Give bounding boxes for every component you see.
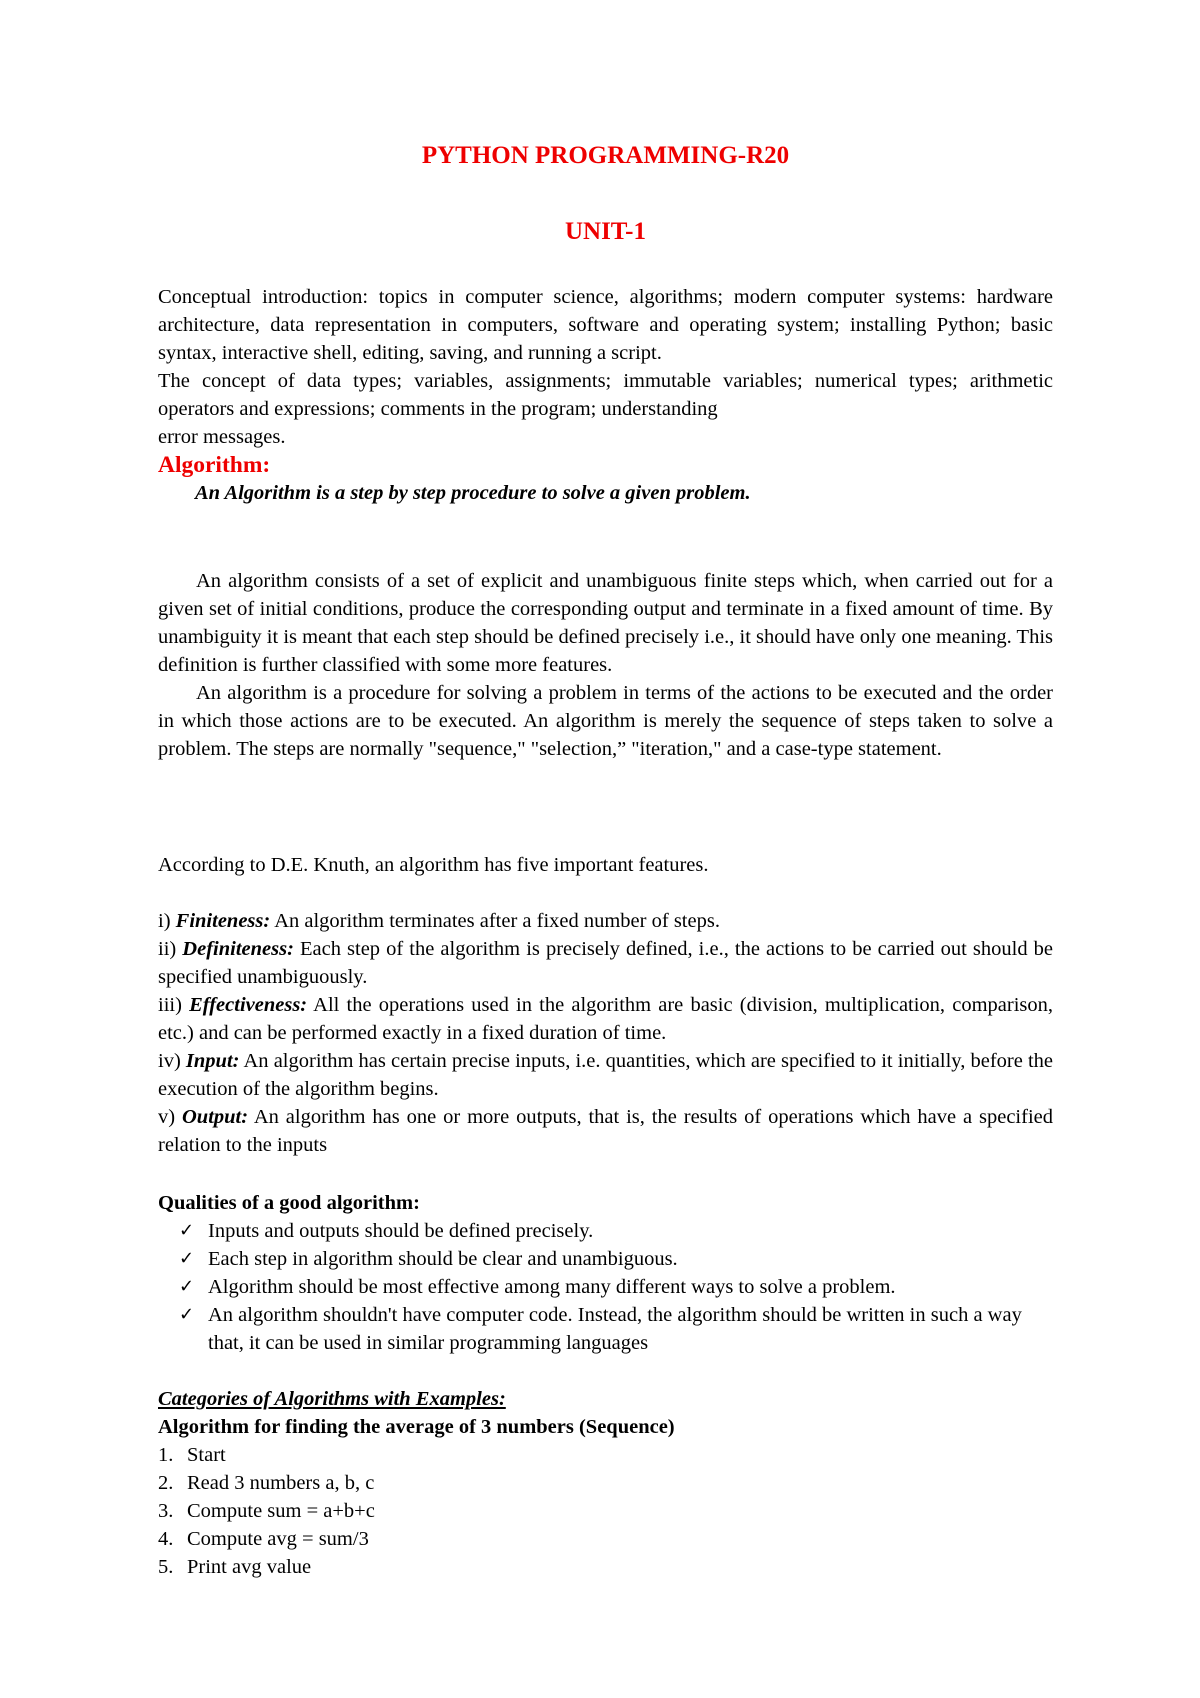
algorithm-paragraph-2: An algorithm is a procedure for solving a problem in terms of the actions to be executed and the order in which those actions are to be executed. An algorithm is merely the sequence of steps taken to solve a problem. The steps are normally "sequence," "selection,” "iteration," and a case-type statement. [158,682,1053,760]
syllabus-section [158,283,1053,507]
algorithm-heading: Algorithm: [158,452,271,478]
syllabus-paragraph: Conceptual introduction: topics in computer science, algorithms; modern computer systems: hardware architecture, data representation in computers, software and operating system; installing Python; basic syntax, interactive shell, editing, saving, and running a script. [158,286,1053,364]
step-text: Read 3 numbers a, b, c [187,1472,375,1494]
feature-text: An algorithm terminates after a fixed number of steps. [274,910,720,932]
feature-term: Finiteness: [175,910,271,932]
feature-number: iv) [158,1050,181,1072]
feature-term: Input: [185,1050,240,1072]
step-item [158,1497,1053,1525]
syllabus-line: The concept of data types; variables, assignments; immutable variables; numerical types; arithmetic operators and expressions; comments in the program; understanding [158,370,1053,420]
step-number: 1. [158,1444,174,1466]
feature-text: All the operations used in the algorithm are basic (division, multiplication, comparison, etc.) and can be performed exactly in a fixed duration of time. [158,994,1053,1044]
step-text: Compute avg = sum/3 [187,1528,369,1550]
quality-text: Each step in algorithm should be clear and unambiguous. [208,1248,678,1270]
feature-item [158,1103,1053,1159]
feature-number: v) [158,1106,176,1128]
feature-term: Effectiveness: [189,994,308,1016]
knuth-intro: According to D.E. Knuth, an algorithm has five important features. [158,854,709,876]
feature-number: i) [158,910,171,932]
check-icon: ✓ [179,1304,195,1325]
quality-item [158,1245,1053,1273]
step-number: 5. [158,1556,174,1578]
algorithm-explanation [158,567,1053,763]
check-icon: ✓ [179,1276,195,1297]
features-list [158,907,1053,1159]
step-text: Compute sum = a+b+c [187,1500,375,1522]
check-icon: ✓ [179,1220,195,1241]
quality-text: An algorithm shouldn't have computer code. Instead, the algorithm should be written in such a way that, it can be used in similar programming languages [208,1304,1022,1354]
quality-text: Algorithm should be most effective among many different ways to solve a problem. [208,1276,896,1298]
feature-item [158,935,1053,991]
step-number: 2. [158,1472,174,1494]
feature-item [158,907,1053,935]
categories-heading: Categories of Algorithms with Examples: [158,1388,506,1410]
unit-heading: UNIT-1 [564,218,647,245]
feature-text: An algorithm has one or more outputs, that is, the results of operations which have a specified relation to the inputs [158,1106,1054,1156]
step-number: 3. [158,1500,174,1522]
step-number: 4. [158,1528,174,1550]
steps-list [158,1441,1053,1581]
feature-text: An algorithm has certain precise inputs, i.e. quantities, which are specified to it initially, before the execution of the algorithm begins. [158,1050,1054,1100]
feature-term: Output: [181,1106,249,1128]
qualities-section [158,1189,1053,1357]
quality-item [158,1217,1053,1245]
feature-term: Definiteness: [182,938,294,960]
step-item [158,1441,1053,1469]
feature-text: Each step of the algorithm is precisely defined, i.e., the actions to be carried out should be specified unambiguously. [158,938,1053,988]
step-item [158,1553,1053,1581]
feature-number: ii) [158,938,177,960]
step-item [158,1525,1053,1553]
feature-number: iii) [158,994,182,1016]
step-text: Print avg value [187,1556,312,1578]
step-item [158,1469,1053,1497]
feature-item [158,1047,1053,1103]
feature-item [158,991,1053,1047]
qualities-heading: Qualities of a good algorithm: [158,1192,420,1214]
step-text: Start [187,1444,226,1466]
example-title: Algorithm for finding the average of 3 numbers (Sequence) [158,1416,675,1438]
quality-text: Inputs and outputs should be defined precisely. [208,1220,594,1242]
syllabus-paragraph-2 [158,367,1053,451]
syllabus-line: error messages. [158,426,286,448]
algorithm-definition: An Algorithm is a step by step procedure to solve a given problem. [195,482,751,504]
categories-section [158,1385,1053,1581]
quality-item [158,1301,1053,1357]
quality-item [158,1273,1053,1301]
algorithm-paragraph-1: An algorithm consists of a set of explicit and unambiguous finite steps which, when carried out for a given set of initial conditions, produce the corresponding output and terminate in a fixed amount of time. By unambiguity it is meant that each step should be defined precisely i.e., it should have only one meaning. This definition is further classified with some more features. [158,570,1053,676]
check-icon: ✓ [179,1248,195,1269]
qualities-list [158,1217,1053,1357]
document-title: PYTHON PROGRAMMING-R20 [421,142,790,169]
